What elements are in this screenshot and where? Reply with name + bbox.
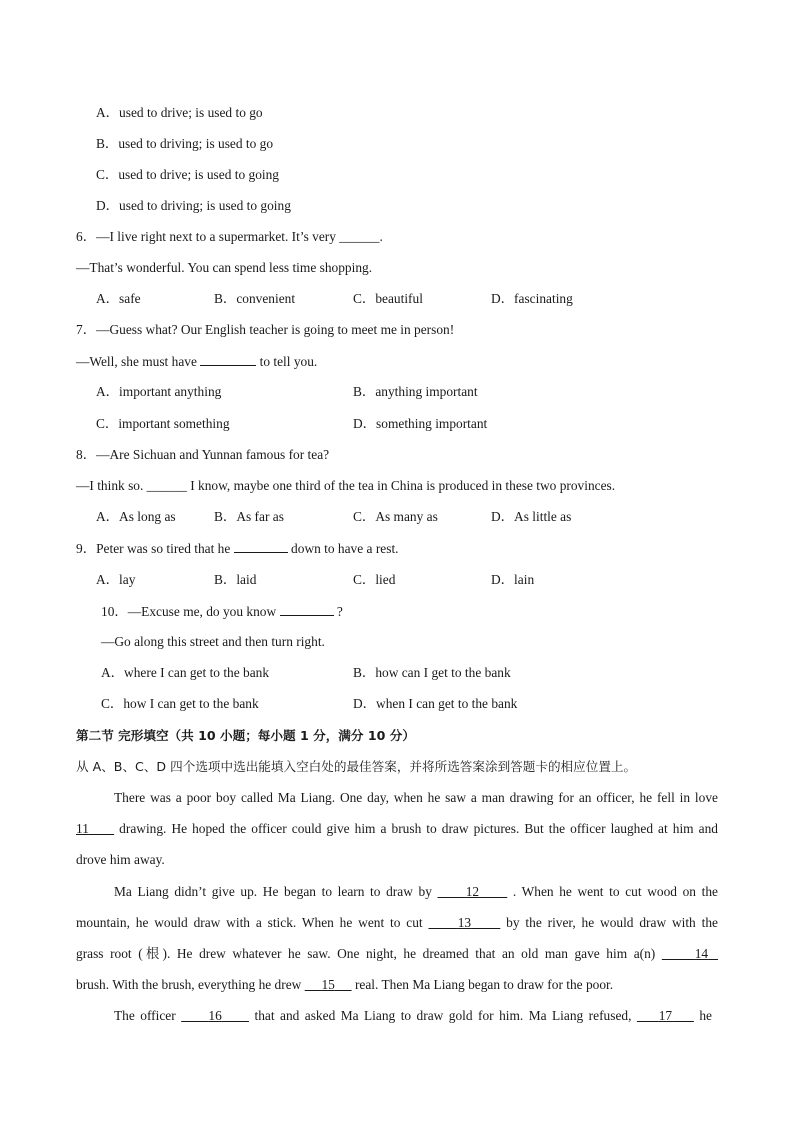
- blank-17[interactable]: 17: [658, 1008, 673, 1023]
- section-title: 第二节 完形填空（共 10 小题；每小题 1 分，满分 10 分）: [76, 728, 415, 743]
- q10-blank[interactable]: [280, 602, 334, 616]
- q10-stem: [101, 602, 343, 621]
- blank-11[interactable]: 11: [76, 821, 89, 836]
- q7-blank[interactable]: [200, 352, 256, 366]
- passage-p2-line4: [76, 976, 613, 994]
- q8-option-d[interactable]: D．As little as: [491, 509, 572, 524]
- passage-p2-line1-before: Ma Liang didn’t give up. He began to learn to draw by: [114, 884, 432, 899]
- q5-option-b[interactable]: B．used to driving; is used to go: [96, 136, 274, 151]
- q10-option-d[interactable]: D．when I can get to the bank: [353, 696, 518, 711]
- q9-stem-after: down to have a rest.: [291, 541, 399, 556]
- passage-p3-line1-mid: that and asked Ma Liang to draw gold for him. Ma Liang refused,: [254, 1008, 632, 1023]
- passage-p3-line1: [114, 1007, 712, 1025]
- passage-p2-line4-before: brush. With the brush, everything he drew: [76, 977, 302, 992]
- q8-option-b[interactable]: B．As far as: [214, 509, 284, 524]
- q7-reply: [76, 352, 317, 371]
- q9-option-a[interactable]: A．lay: [96, 572, 136, 587]
- q10-option-c[interactable]: C．how I can get to the bank: [101, 696, 259, 711]
- blank-12[interactable]: 12: [465, 884, 480, 899]
- passage-p2-line2-after: by the river, he would draw with the: [506, 915, 718, 930]
- blank-16[interactable]: 16: [208, 1008, 222, 1023]
- passage-p2-line2-before: mountain, he would draw with a stick. When he went to cut: [76, 915, 423, 930]
- q7-option-b[interactable]: B．anything important: [353, 384, 478, 399]
- passage-p3-line1-before: The officer: [114, 1008, 176, 1023]
- passage-p2-line1-after: . When he went to cut wood on the: [512, 884, 718, 899]
- q9-option-c[interactable]: C．lied: [353, 572, 396, 587]
- q10-stem-after: ?: [336, 604, 343, 619]
- blank-15[interactable]: 15: [321, 977, 335, 992]
- q9-option-b[interactable]: B．laid: [214, 572, 257, 587]
- q6-option-d[interactable]: D．fascinating: [491, 291, 573, 306]
- q6-option-c[interactable]: C．beautiful: [353, 291, 423, 306]
- q10-reply: —Go along this street and then turn right.: [101, 634, 325, 649]
- passage-p1-line2: [76, 820, 718, 838]
- passage-p1-line2-text: drawing. He hoped the officer could give him a brush to draw pictures. But the officer laughed at him and: [119, 821, 718, 836]
- passage-p2-line3: [76, 945, 718, 963]
- q6-option-a[interactable]: A．safe: [96, 291, 141, 306]
- passage-p1-line3: drove him away.: [76, 852, 165, 867]
- passage-p1-line1: There was a poor boy called Ma Liang. One day, when he saw a man drawing for an officer, he fell in love: [114, 790, 718, 805]
- q8-option-c[interactable]: C．As many as: [353, 509, 438, 524]
- q5-option-a[interactable]: A．used to drive; is used to go: [96, 105, 263, 120]
- q7-reply-before: —Well, she must have: [76, 354, 197, 369]
- q7-option-c[interactable]: C．important something: [96, 416, 230, 431]
- passage-p2-line3-before: grass root (根). He drew whatever he saw. One night, he dreamed that an old man gave him a(n): [76, 946, 656, 961]
- q7-reply-after: to tell you.: [259, 354, 318, 369]
- q6-reply: —That’s wonderful. You can spend less time shopping.: [76, 260, 373, 275]
- section-instruction: 从 A、B、C、D 四个选项中选出能填入空白处的最佳答案，并将所选答案涂到答题卡的相应位置上。: [76, 759, 637, 774]
- q9-blank[interactable]: [234, 539, 288, 553]
- q6-stem: 6．—I live right next to a supermarket. It’s very ______.: [76, 229, 383, 244]
- blank-13[interactable]: 13: [457, 915, 472, 930]
- q10-stem-before: 10．—Excuse me, do you know: [101, 604, 277, 619]
- q7-option-d[interactable]: D．something important: [353, 416, 488, 431]
- q9-option-d[interactable]: D．lain: [491, 572, 535, 587]
- passage-p2-line1: [114, 883, 718, 901]
- q8-option-a[interactable]: A．As long as: [96, 509, 176, 524]
- passage-p2-line2: [76, 914, 718, 932]
- q10-option-b[interactable]: B．how can I get to the bank: [353, 665, 511, 680]
- q9-stem-before: 9．Peter was so tired that he: [76, 541, 231, 556]
- q8-stem: 8．—Are Sichuan and Yunnan famous for tea?: [76, 447, 330, 462]
- q10-option-a[interactable]: A．where I can get to the bank: [101, 665, 270, 680]
- q7-option-a[interactable]: A．important anything: [96, 384, 222, 399]
- q7-stem: 7．—Guess what? Our English teacher is going to meet me in person!: [76, 322, 455, 337]
- q8-reply: —I think so. ______ I know, maybe one third of the tea in China is produced in these two provinces.: [76, 478, 616, 493]
- q5-option-c[interactable]: C．used to drive; is used to going: [96, 167, 279, 182]
- q9-stem: [76, 539, 399, 558]
- passage-p3-line1-after: he: [699, 1008, 712, 1023]
- passage-p2-line4-after: real. Then Ma Liang began to draw for the poor.: [354, 977, 614, 992]
- q5-option-d[interactable]: D．used to driving; is used to going: [96, 198, 291, 213]
- q6-option-b[interactable]: B．convenient: [214, 291, 296, 306]
- blank-14[interactable]: 14: [694, 946, 709, 961]
